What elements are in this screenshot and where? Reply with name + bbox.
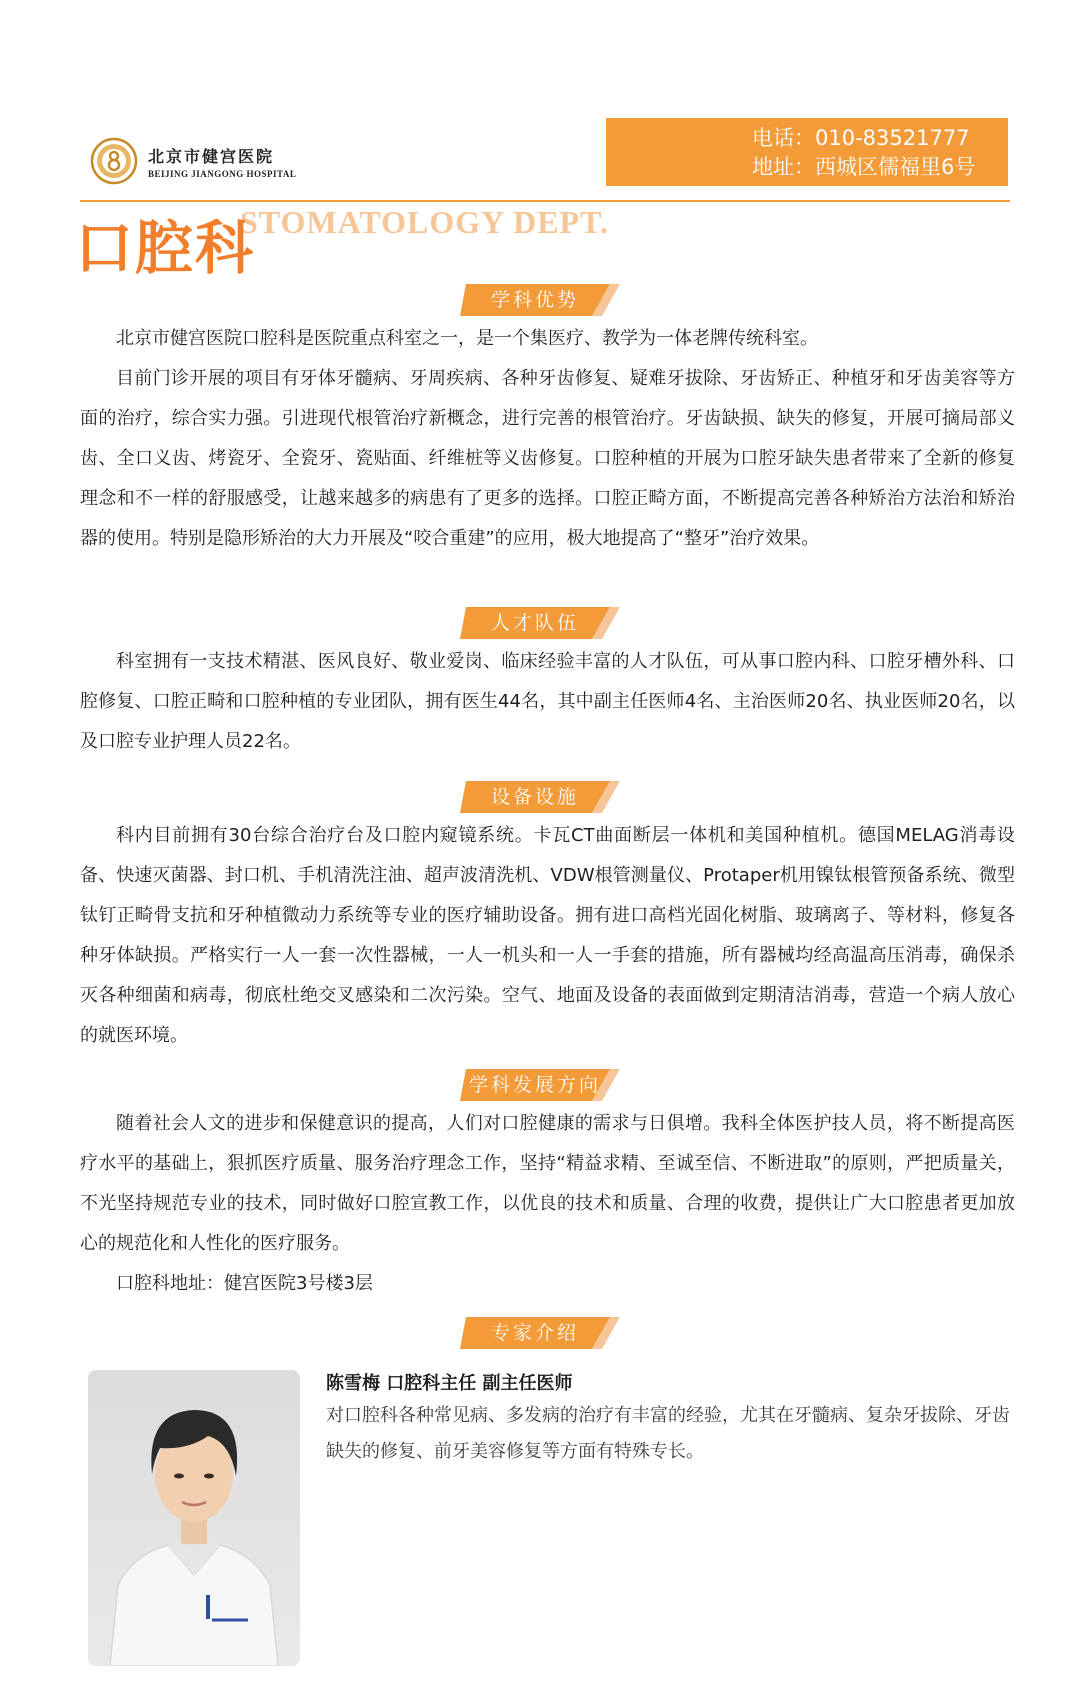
hospital-name-cn: 北京市健宫医院 xyxy=(148,146,275,166)
paragraph: 随着社会人文的进步和保健意识的提高，人们对口腔健康的需求与日俱增。我科全体医护技人员，将不断提高医疗水平的基础上，狠抓医疗质量、服务治疗理念工作，坚持“精益求精、至诚至信、不断进取”的原则，严把质量关，不光坚持规范专业的技术，同时做好口腔宣教工作，以优良的技术和质量、合理的收费，提供让广大口腔患者更加放心的规范化和人性化的医疗服务。 xyxy=(80,1113,1015,1254)
phone-text: 电话：010-83521777 xyxy=(752,126,970,150)
expert-portrait-illustration xyxy=(88,1370,300,1666)
section-body-development xyxy=(80,1104,1015,1304)
hospital-logo xyxy=(90,137,296,185)
department-title-en: STOMATOLOGY DEPT. xyxy=(240,204,610,240)
paragraph: 北京市健宫医院口腔科是医院重点科室之一，是一个集医疗、教学为一体老牌传统科室。 xyxy=(116,328,818,349)
section-body-equipment xyxy=(80,816,1015,1056)
section-title-label: 学科发展方向 xyxy=(468,1074,601,1096)
department-title-cn: 口腔科 xyxy=(75,214,256,282)
section-title-development xyxy=(460,1069,620,1101)
department-address: 口腔科地址：健宫医院3号楼3层 xyxy=(116,1273,373,1294)
expert-photo xyxy=(88,1370,300,1666)
section-body-talent xyxy=(80,642,1015,762)
contact-box xyxy=(606,118,1008,186)
expert-name-title: 陈雪梅 口腔科主任 副主任医师 xyxy=(326,1373,573,1394)
paragraph: 科内目前拥有30台综合治疗台及口腔内窥镜系统。卡瓦CT曲面断层一体机和美国种植机。德国MELAG消毒设备、快速灭菌器、封口机、手机清洗注油、超声波清洗机、VDW根管测量仪、Protaper机用镍钛根管预备系统、微型钛钉正畸骨支抗和牙种植微动力系统等专业的医疗辅助设备。拥有进口高档光固化树脂、玻璃离子、等材料，修复各种牙体缺损。严格实行一人一套一次性器械，一人一机头和一人一手套的措施，所有器械均经高温高压消毒，确保杀灭各种细菌和病毒，彻底杜绝交叉感染和二次污染。空气、地面及设备的表面做到定期清洁消毒，营造一个病人放心的就医环境。 xyxy=(80,825,1015,1046)
expert-description: 对口腔科各种常见病、多发病的治疗有丰富的经验，尤其在牙髓病、复杂牙拔除、牙齿缺失的修复、前牙美容修复等方面有特殊专长。 xyxy=(326,1405,1010,1462)
section-title-equipment xyxy=(460,781,620,813)
section-title-advantages xyxy=(460,284,620,316)
hospital-name-en: BEIJING JIANGONG HOSPITAL xyxy=(148,168,297,179)
paragraph: 科室拥有一支技术精湛、医风良好、敬业爱岗、临床经验丰富的人才队伍，可从事口腔内科、口腔牙槽外科、口腔修复、口腔正畸和口腔种植的专业团队，拥有医生44名，其中副主任医师4名、主治医师20名、执业医师20名，以及口腔专业护理人员22名。 xyxy=(80,651,1015,752)
section-title-label: 人才队伍 xyxy=(490,612,579,634)
section-body-advantages xyxy=(80,319,1015,559)
section-title-label: 设备设施 xyxy=(490,786,579,808)
section-title-talent xyxy=(460,607,620,639)
hospital-emblem-icon xyxy=(90,137,138,185)
section-title-label: 学科优势 xyxy=(490,289,579,311)
section-title-experts xyxy=(460,1317,620,1349)
paragraph: 目前门诊开展的项目有牙体牙髓病、牙周疾病、各种牙齿修复、疑难牙拔除、牙齿矫正、种植牙和牙齿美容等方面的治疗，综合实力强。引进现代根管治疗新概念，进行完善的根管治疗。牙齿缺损、缺失的修复，开展可摘局部义齿、全口义齿、烤瓷牙、全瓷牙、瓷贴面、纤维桩等义齿修复。口腔种植的开展为口腔牙缺失患者带来了全新的修复理念和不一样的舒服感受，让越来越多的病患有了更多的选择。口腔正畸方面，不断提高完善各种矫治方法治和矫治器的使用。特别是隐形矫治的大力开展及“咬合重建”的应用，极大地提高了“整牙”治疗效果。 xyxy=(80,368,1015,549)
address-text: 地址：西城区儒福里6号 xyxy=(752,155,976,179)
section-title-label: 专家介绍 xyxy=(490,1322,579,1344)
